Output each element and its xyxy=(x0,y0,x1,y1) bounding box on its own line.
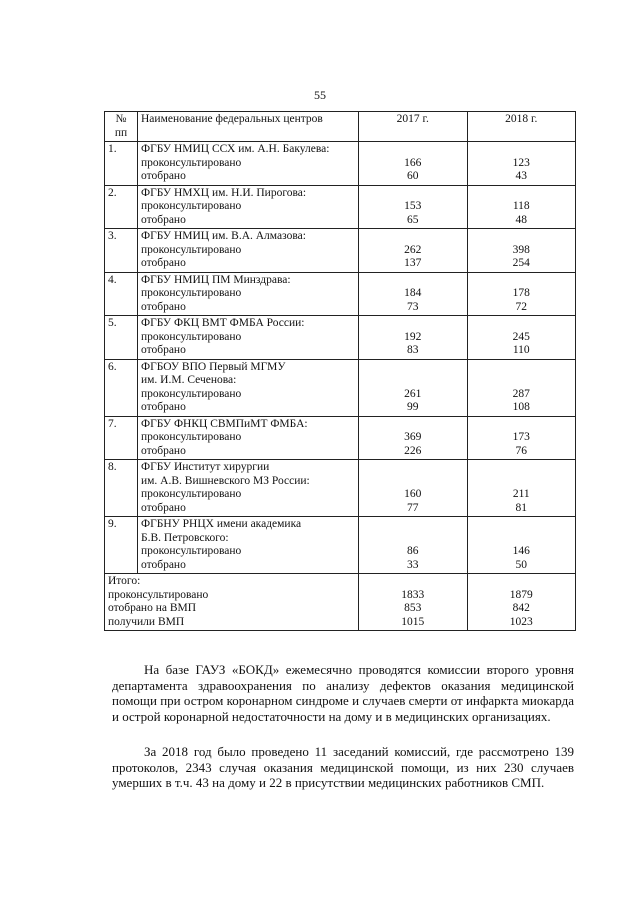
center-name: ФГБУ ФНКЦ СВМПиМТ ФМБА: xyxy=(141,417,308,430)
consulted-value: 118 xyxy=(512,200,530,212)
center-name-cell xyxy=(138,185,359,229)
selected-value: 110 xyxy=(512,344,530,356)
consulted-value: 192 xyxy=(404,330,422,343)
consulted-value: 262 xyxy=(404,243,422,256)
federal-centers-table xyxy=(104,111,576,631)
row-number: 9. xyxy=(105,517,138,574)
consulted-label: проконсультировано xyxy=(141,200,242,212)
consulted-value: 86 xyxy=(407,545,419,557)
total-row xyxy=(105,574,576,631)
value-2018-cell xyxy=(467,142,576,186)
selected-value: 76 xyxy=(515,444,527,457)
selected-value: 72 xyxy=(515,300,527,313)
consulted-value: 369 xyxy=(404,431,422,443)
value-2017-cell xyxy=(359,416,468,460)
value-2017-cell xyxy=(359,185,468,229)
center-name: ФГБОУ ВПО Первый МГМУ xyxy=(141,360,286,373)
value-2017-cell xyxy=(359,316,468,360)
center-name: ФГБУ Институт хирургии xyxy=(141,461,270,473)
center-name-cell xyxy=(138,229,359,273)
value-2018-cell xyxy=(467,416,576,460)
selected-value: 99 xyxy=(407,401,419,413)
selected-label: отобрано xyxy=(141,558,186,571)
table-row xyxy=(105,460,576,517)
center-name-cell xyxy=(138,416,359,460)
row-number: 6. xyxy=(105,359,138,416)
selected-value: 83 xyxy=(407,344,419,356)
consulted-value: 153 xyxy=(404,200,422,212)
consulted-label: проконсультировано xyxy=(141,156,242,169)
paragraph-commissions: На базе ГАУЗ «БОКД» ежемесячно проводятся комиссии второго уровня департамента здравоохранения по анализу дефектов оказания медицинской помощи при остром коронарном синдроме и случаев смерти от инфаркта миокарда и острой коронарной недостаточности на дому и в медицинских организациях. xyxy=(112,662,574,724)
center-name: Б.В. Петровского: xyxy=(141,531,229,544)
consulted-value: 178 xyxy=(512,287,530,299)
consulted-label: проконсультировано xyxy=(141,431,242,443)
column-header-2017: 2017 г. xyxy=(359,112,468,142)
column-header-number: № пп xyxy=(105,112,138,142)
row-number: 2. xyxy=(105,185,138,229)
column-header-name: Наименование федеральных центров xyxy=(138,112,359,142)
row-number: 1. xyxy=(105,142,138,186)
consulted-value: 173 xyxy=(512,431,530,443)
value-2018-cell xyxy=(467,272,576,316)
selected-label: отобрано xyxy=(141,213,186,226)
selected-label: отобрано xyxy=(141,257,186,269)
selected-value: 60 xyxy=(407,170,419,182)
center-name-cell xyxy=(138,142,359,186)
consulted-value: 398 xyxy=(512,243,530,256)
value-2018-cell xyxy=(467,460,576,517)
value-2018-cell xyxy=(467,316,576,360)
selected-value: 33 xyxy=(407,558,419,571)
consulted-label: проконсультировано xyxy=(141,243,242,256)
total-2017-cell: 1833 853 1015 xyxy=(359,574,468,631)
table-row xyxy=(105,229,576,273)
center-name: ФГБНУ РНЦХ имени академика xyxy=(141,518,302,530)
value-2018-cell xyxy=(467,229,576,273)
total-label-cell: Итого: проконсультировано отобрано на ВМП получили ВМП xyxy=(105,574,359,631)
selected-value: 81 xyxy=(515,501,527,514)
value-2017-cell xyxy=(359,517,468,574)
row-number: 8. xyxy=(105,460,138,517)
table-row xyxy=(105,316,576,360)
selected-value: 43 xyxy=(515,170,527,182)
center-name: ФГБУ ФКЦ ВМТ ФМБА России: xyxy=(141,317,305,329)
consulted-value: 211 xyxy=(512,488,530,500)
center-name: им. И.М. Сеченова: xyxy=(141,374,237,386)
column-header-2018: 2018 г. xyxy=(467,112,576,142)
selected-label: отобрано xyxy=(141,344,186,356)
selected-label: отобрано xyxy=(141,170,186,182)
page-number: 55 xyxy=(314,88,326,102)
consulted-value: 123 xyxy=(512,156,530,169)
consulted-value: 160 xyxy=(404,488,422,500)
table-row xyxy=(105,416,576,460)
center-name: ФГБУ НМИЦ ПМ Минздрава: xyxy=(141,273,291,286)
row-number: 3. xyxy=(105,229,138,273)
selected-label: отобрано xyxy=(141,401,186,413)
center-name: им. А.В. Вишневского МЗ России: xyxy=(141,474,310,487)
table-row xyxy=(105,142,576,186)
consulted-label: проконсультировано xyxy=(141,330,242,343)
consulted-value: 146 xyxy=(512,545,530,557)
total-label: Итого: xyxy=(108,575,141,587)
selected-value: 50 xyxy=(515,558,527,571)
row-number: 4. xyxy=(105,272,138,316)
consulted-value: 166 xyxy=(404,156,422,169)
center-name: ФГБУ НМИЦ им. В.А. Алмазова: xyxy=(141,230,306,242)
value-2017-cell xyxy=(359,272,468,316)
total-2018-cell: 1879 842 1023 xyxy=(467,574,576,631)
selected-label: отобрано xyxy=(141,300,186,313)
consulted-value: 287 xyxy=(512,387,530,400)
consulted-value: 261 xyxy=(404,387,422,400)
center-name-cell xyxy=(138,272,359,316)
selected-value: 226 xyxy=(404,444,422,457)
table-row xyxy=(105,517,576,574)
selected-value: 48 xyxy=(515,213,527,226)
selected-value: 65 xyxy=(407,213,419,226)
consulted-value: 184 xyxy=(404,287,422,299)
value-2018-cell xyxy=(467,185,576,229)
value-2017-cell xyxy=(359,229,468,273)
consulted-label: проконсультировано xyxy=(141,387,242,400)
paragraph-2018-summary: За 2018 год было проведено 11 заседаний комиссий, где рассмотрено 139 протоколов, 2343 случая оказания медицинской помощи, из них 230 случаев умерших в т.ч. 43 на дому и 22 в присутствии медицинских работников СМП. xyxy=(112,744,574,790)
row-number: 7. xyxy=(105,416,138,460)
table-row xyxy=(105,272,576,316)
value-2018-cell xyxy=(467,517,576,574)
value-2018-cell xyxy=(467,359,576,416)
consulted-label: проконсультировано xyxy=(141,488,242,500)
row-number: 5. xyxy=(105,316,138,360)
selected-label: отобрано xyxy=(141,444,186,457)
consulted-label: проконсультировано xyxy=(141,287,242,299)
center-name-cell xyxy=(138,359,359,416)
center-name: ФГБУ НМИЦ ССХ им. А.Н. Бакулева: xyxy=(141,143,330,155)
value-2017-cell xyxy=(359,460,468,517)
value-2017-cell xyxy=(359,142,468,186)
center-name-cell xyxy=(138,460,359,517)
center-name-cell xyxy=(138,316,359,360)
table-header-row xyxy=(105,112,576,142)
table-row xyxy=(105,185,576,229)
table-row xyxy=(105,359,576,416)
selected-value: 254 xyxy=(512,257,530,269)
selected-value: 137 xyxy=(404,257,422,269)
selected-value: 108 xyxy=(512,401,530,413)
selected-label: отобрано xyxy=(141,501,186,514)
consulted-label: проконсультировано xyxy=(141,545,242,557)
consulted-value: 245 xyxy=(512,330,530,343)
value-2017-cell xyxy=(359,359,468,416)
center-name: ФГБУ НМХЦ им. Н.И. Пирогова: xyxy=(141,186,307,199)
center-name-cell xyxy=(138,517,359,574)
selected-value: 77 xyxy=(407,501,419,514)
selected-value: 73 xyxy=(407,300,419,313)
